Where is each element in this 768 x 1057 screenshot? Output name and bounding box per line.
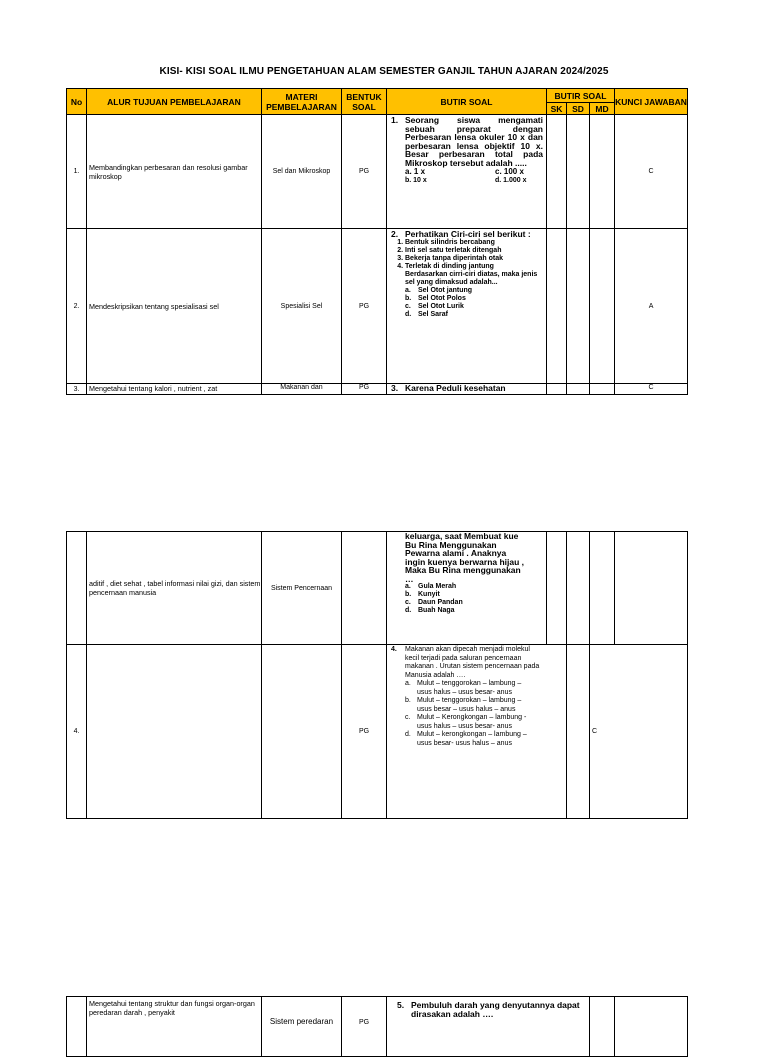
sk-cell [547, 115, 567, 229]
header-md: MD [590, 103, 615, 115]
butir-soal-cell [387, 384, 547, 395]
list-item: 2. Inti sel satu terletak ditengah [405, 247, 543, 255]
alur-tujuan-cell [87, 645, 262, 819]
sk-cell [547, 384, 567, 395]
sd-cell [567, 229, 590, 384]
kisi-kisi-table-page-1 [66, 88, 688, 395]
header-alur-tujuan: ALUR TUJUAN PEMBELAJARAN [87, 89, 262, 115]
table-row [67, 645, 688, 819]
md-cell [590, 532, 615, 645]
row-number: 3. [67, 384, 87, 395]
question-text-2: Berdasarkan cirri-ciri diatas, maka jenis sel yang dimaksud adalah... [405, 270, 538, 286]
sk-cell [547, 229, 567, 384]
list-item: c. Daun Pandan [405, 599, 463, 606]
materi-cell: Sistem Pencernaan [262, 532, 342, 645]
option-d: d. 1.000 x [495, 176, 527, 184]
question-number: 4. [391, 646, 397, 653]
kisi-kisi-table-page-3 [66, 996, 688, 1057]
list-item: 1. Bentuk silindris bercabang [405, 239, 543, 247]
md-cell [590, 229, 615, 384]
header-butir-soal-group: BUTIR SOAL [547, 89, 615, 103]
list-item: a. Mulut – tenggorokan – lambung – usus halus – usus besar- anus [405, 680, 522, 696]
butir-soal-cell [387, 532, 547, 645]
table-row [67, 384, 688, 395]
header-bentuk-soal: BENTUK SOAL [342, 89, 387, 115]
alur-tujuan-cell: Mengetahui tentang kalori , nutrient , zat [87, 384, 262, 395]
table-row [67, 997, 688, 1057]
option-row [391, 168, 543, 177]
question-text: Karena Peduli kesehatan [405, 383, 506, 393]
materi-cell [262, 645, 342, 819]
table-row [67, 115, 688, 229]
bentuk-soal-cell: PG [342, 115, 387, 229]
header-no: No [67, 89, 87, 115]
list-item: 3. Bekerja tanpa diperintah otak [405, 255, 543, 263]
list-item: c. Sel Otot Lurik [405, 302, 464, 310]
kunci-cell [615, 532, 688, 645]
document-title: KISI- KISI SOAL ILMU PENGETAHUAN ALAM SEMESTER GANJIL TAHUN AJARAN 2024/2025 [159, 66, 609, 77]
header-sd: SD [567, 103, 590, 115]
butir-soal-cell [387, 645, 567, 819]
list-item: a. Gula Merah [405, 583, 457, 590]
table-row [67, 229, 688, 384]
trait-list [391, 239, 543, 271]
md-cell [590, 997, 615, 1057]
header-materi: MATERI PEMBELAJARAN [262, 89, 342, 115]
question-text: Perhatikan Ciri-ciri sel berikut : [405, 229, 531, 239]
materi-cell: Sistem peredaran [262, 997, 342, 1057]
question-text: Pembuluh darah yang denyutannya dapat dirasakan adalah …. [411, 1000, 580, 1019]
materi-cell: Spesialisi Sel [262, 229, 342, 384]
row-number [67, 532, 87, 645]
option-b: b. 10 x [405, 176, 427, 184]
butir-soal-cell [387, 115, 547, 229]
bentuk-soal-cell: PG [342, 384, 387, 395]
kunci-cell: C [590, 645, 688, 819]
materi-cell: Sel dan Mikroskop [262, 115, 342, 229]
alur-tujuan-cell: Mengetahui tentang struktur dan fungsi organ-organ peredaran darah , penyakit [87, 997, 262, 1057]
list-item: b. Kunyit [405, 591, 440, 598]
materi-cell: Makanan dan [262, 384, 342, 395]
question-number: 1. [391, 115, 399, 125]
alur-tujuan-cell: Mendeskripsikan tentang spesialisasi sel [87, 229, 262, 384]
row-number [67, 997, 87, 1057]
alur-tujuan-cell: Membandingkan perbesaran dan resolusi gambar mikroskop [87, 115, 262, 229]
list-item: 4. Terletak di dinding jantung [405, 263, 543, 271]
option-c: c. 100 x [495, 167, 524, 176]
row-number: 1. [67, 115, 87, 229]
header-sk: SK [547, 103, 567, 115]
option-a: a. 1 x [405, 167, 426, 176]
kunci-cell: C [615, 384, 688, 395]
kunci-cell: A [615, 229, 688, 384]
list-item: d. Mulut – kerongkongan – lambung – usus besar- usus halus – anus [405, 731, 527, 747]
bentuk-soal-cell [342, 532, 387, 645]
list-item: d. Buah Naga [405, 607, 455, 614]
bentuk-soal-cell: PG [342, 645, 387, 819]
question-number: 2. [391, 229, 399, 239]
question-number: 5. [397, 1000, 405, 1010]
sd-cell [567, 115, 590, 229]
sd-cell [567, 645, 590, 819]
question-text: keluarga, saat Membuat kue Bu Rina Menggunakan Pewarna alami . Anaknya ingin kuenya berwarna hijau , Maka Bu Rina menggunakan … [405, 531, 525, 584]
kisi-kisi-table-page-2 [66, 531, 688, 819]
md-cell [590, 115, 615, 229]
sk-cell [547, 532, 567, 645]
header-kunci-jawaban: KUNCI JAWABAN [615, 89, 688, 115]
list-item: b. Mulut – tenggorokan – lambung – usus besar – usus halus – anus [405, 697, 522, 713]
question-text: Makanan akan dipecah menjadi molekul kecil terjadi pada saluran pencernaan makanan . Urutan sistem pencernaan pada Manusia adalah …. [405, 646, 540, 679]
row-number: 2. [67, 229, 87, 384]
row-number: 4. [67, 645, 87, 819]
header-butir-soal: BUTIR SOAL [387, 89, 547, 115]
list-item: c. Mulut – Kerongkongan – lambung - usus halus – usus besar- anus [405, 714, 527, 730]
kunci-cell: C [615, 115, 688, 229]
bentuk-soal-cell: PG [342, 229, 387, 384]
sd-cell [567, 384, 590, 395]
md-cell [590, 384, 615, 395]
option-row [391, 177, 543, 186]
table-row [67, 532, 688, 645]
bentuk-soal-cell: PG [342, 997, 387, 1057]
question-number: 3. [391, 383, 399, 393]
alur-tujuan-cell: aditif , diet sehat , tabel informasi nilai gizi, dan sistem pencernaan manusia [87, 532, 262, 645]
list-item: a. Sel Otot jantung [405, 286, 473, 294]
butir-soal-cell [387, 229, 547, 384]
list-item: b. Sel Otot Polos [405, 294, 466, 302]
kunci-cell [615, 997, 688, 1057]
butir-soal-cell [387, 997, 590, 1057]
list-item: d. Sel Saraf [405, 310, 448, 318]
question-text: Seorang siswa mengamati sebuah preparat dengan Perbesaran lensa okuler 10 x dan perbesaran lensa objektif 10 x. Besar perbesaran total pada Mikroskop tersebut adalah ..... [405, 115, 543, 168]
sd-cell [567, 532, 590, 645]
